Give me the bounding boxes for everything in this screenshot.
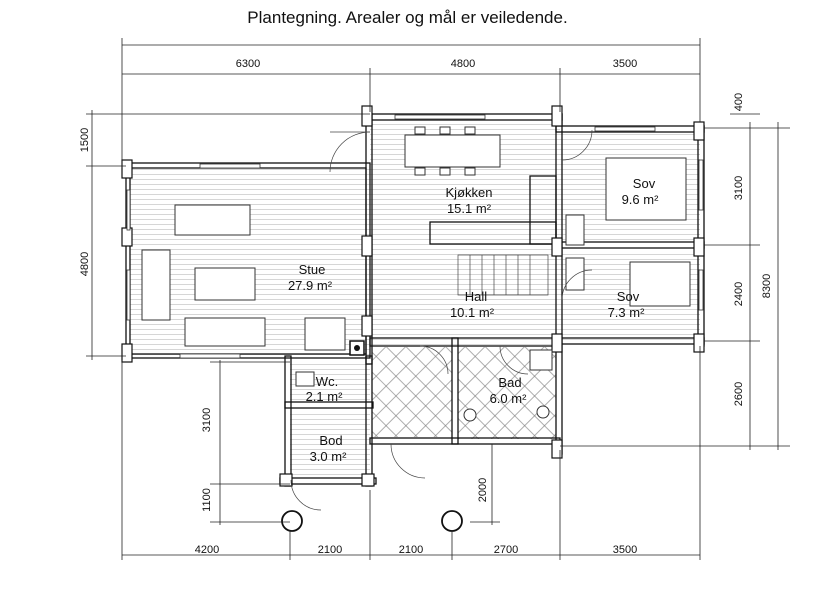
room-name: Sov (616, 289, 640, 304)
dim-top-2: 4800 (450, 58, 476, 70)
dim-left-1: 1500 (79, 127, 91, 153)
room-name: Wc. (315, 374, 339, 389)
grid-marker (442, 511, 462, 531)
dim-lower-mid: 2000 (477, 477, 489, 503)
dim-bottom-1: 4200 (194, 544, 220, 556)
dim-right-3: 2600 (733, 381, 745, 407)
dim-lower-left-2: 1100 (201, 488, 213, 512)
dim-bottom-2: 2100 (317, 544, 343, 556)
dim-top-3: 3500 (612, 58, 638, 70)
dim-top-1: 6300 (235, 58, 261, 70)
grid-marker (282, 511, 302, 531)
room-area: 27.9 m² (287, 278, 333, 293)
room-name: Kjøkken (445, 185, 493, 200)
room-name: Sov (632, 176, 656, 191)
dim-top-400: 400 (733, 92, 745, 112)
room-name: Bad (498, 375, 522, 390)
dim-lower-left-1: 3100 (201, 407, 213, 433)
room-name: Bod (319, 433, 343, 448)
plan-title: Plantegning. Arealer og mål er veiledende. (247, 8, 568, 27)
dim-bottom-5: 3500 (612, 544, 638, 556)
dim-left-2: 4800 (79, 251, 91, 277)
dim-bottom-4: 2700 (493, 544, 519, 556)
dim-right-1: 3100 (733, 175, 745, 201)
dim-right-2: 2400 (733, 281, 745, 307)
room-area: 10.1 m² (449, 305, 495, 320)
room-area: 3.0 m² (309, 449, 347, 464)
room-name: Hall (464, 289, 488, 304)
dim-right-total: 8300 (761, 273, 773, 299)
room-name: Stue (298, 262, 326, 277)
dim-bottom-3: 2100 (398, 544, 424, 556)
room-area: 6.0 m² (489, 391, 527, 406)
room-area: 15.1 m² (446, 201, 492, 216)
room-area: 2.1 m² (305, 389, 343, 404)
floor-tiles (372, 347, 556, 439)
room-area: 9.6 m² (621, 192, 659, 207)
room-area: 7.3 m² (607, 305, 645, 320)
